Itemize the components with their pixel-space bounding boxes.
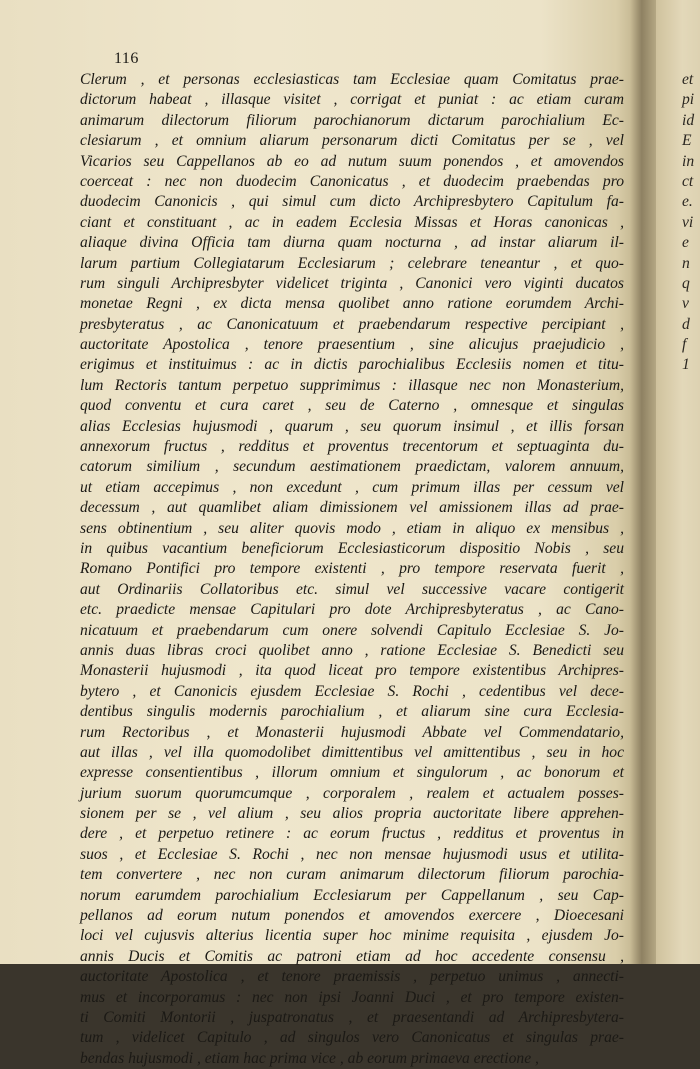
text-line: monetae Regni , ex dicta mensa quolibet anno ratione eorumdem Archi- xyxy=(80,295,624,313)
text-line: coerceat : nec non duodecim Canonicatus , et duodecim praebendas pro xyxy=(80,172,624,190)
text-line: jurium suorum quorumcumque , corporalem , realem et actualem posses- xyxy=(80,784,624,802)
text-line: presbyteratus , ac Canonicatuum et praebendarum respective percipiant , xyxy=(80,315,624,333)
adjacent-page-fragment: d xyxy=(682,315,690,333)
text-line: Monasterii hujusmodi , ita quod liceat pro tempore existentibus Archipres- xyxy=(80,662,624,680)
text-line: annis Ducis et Comitis ac patroni etiam ad hoc accedente consensu , xyxy=(80,947,624,965)
text-line: catorum similium , secundum aestimationem praedictam, valorem annuum, xyxy=(80,458,624,476)
text-line: ti Comiti Montorii , juspatronatus , et praesentandi ad Archipresbytera- xyxy=(80,1008,624,1026)
adjacent-page-fragment: q xyxy=(682,274,690,292)
text-line: Vicarios seu Cappellanos ab eo ad nutum suum ponendos , et amovendos xyxy=(80,152,624,170)
text-line: ut etiam accepimus , non excedunt , cum primum illas per cessum vel xyxy=(80,478,624,496)
text-line: rum singuli Archipresbyter videlicet triginta , Canonici vero viginti ducatos xyxy=(80,274,624,292)
adjacent-page-fragment: 1 xyxy=(682,356,690,374)
text-line: auctoritate Apostolica , et tenore praemissis , perpetuo unimus , annecti- xyxy=(80,968,624,986)
text-line: suos , et Ecclesiae S. Rochi , nec non mensae hujusmodi usus et utilita- xyxy=(80,845,624,863)
text-line: Clerum , et personas ecclesiasticas tam Ecclesiae quam Comitatus prae- xyxy=(80,71,624,88)
text-line: alias Ecclesias hujusmodi , quarum , seu quorum insimul , et illis forsan xyxy=(80,417,624,435)
text-line: auctoritate Apostolica , tenore praesentium , sine alicujus praejudicio , xyxy=(80,336,624,354)
adjacent-page-fragment: et xyxy=(682,71,694,88)
text-line: dere , et perpetuo retinere : ac eorum fructus , redditus et proventus in xyxy=(80,825,624,843)
text-line: annis duas libras croci quolibet anno , ratione Ecclesiae S. Benedicti seu xyxy=(80,641,624,659)
text-line: etc. praedicte mensae Capitulari pro dote Archipresbyteratus , ac Cano- xyxy=(80,601,624,619)
text-line: quod conventu et cura caret , seu de Caterno , omnesque et singulas xyxy=(80,397,624,415)
text-line: tum , videlicet Capitulo , ad singulos vero Canonicatus et singulas prae- xyxy=(80,1029,624,1047)
text-line: sionem per se , vel alium , seu alios propria auctoritate libere apprehen- xyxy=(80,805,624,823)
text-line: aut Ordinariis Collatoribus etc. simul vel successive vacare contigerit xyxy=(80,580,624,598)
adjacent-page-fragment: pi xyxy=(682,91,695,109)
text-line: larum partium Collegiatarum Ecclesiarum ; celebrare teneantur , et quo- xyxy=(80,254,624,272)
text-line: lum Rectoris tantum perpetuo supprimimus : illasque nec non Monasterium, xyxy=(80,376,624,394)
text-line: norum earumdem parochialium Ecclesiarum per Cappellanum , seu Cap- xyxy=(80,886,624,904)
text-line: nicatuum et praebendarum cum onere solvendi Capitulo Ecclesiae S. Jo- xyxy=(80,621,624,639)
adjacent-page-fragment: e xyxy=(682,234,689,252)
adjacent-page-fragment: id xyxy=(682,111,695,129)
adjacent-page-fragment: f xyxy=(682,336,687,354)
text-line: loci vel cujusvis alterius licentia super hoc minime requisita , ejusdem Jo- xyxy=(80,927,624,945)
text-line: in quibus vacantium beneficiorum Ecclesiasticorum dispositio Nobis , seu xyxy=(80,539,624,557)
adjacent-page-fragment: vi xyxy=(682,213,694,231)
book-gutter xyxy=(630,0,656,964)
text-line: annexorum fructus , redditus et proventus trecentorum et septuaginta du- xyxy=(80,438,624,456)
text-line: expresse consentientibus , illorum omnium et singulorum , ac bonorum et xyxy=(80,764,624,782)
adjacent-page-fragment: n xyxy=(682,254,690,272)
adjacent-page-fragment: E xyxy=(682,132,692,150)
text-line: erigimus et instituimus : ac in dictis parochialibus Ecclesiis nomen et titu- xyxy=(80,356,624,374)
adjacent-page-edge xyxy=(656,0,700,964)
text-line: sens obtinentium , seu aliter quovis modo , etiam in aliquo ex mensibus , xyxy=(80,519,624,537)
text-line: dentibus singulis modernis parochialium , et aliarum sine cura Ecclesia- xyxy=(80,703,624,721)
text-line: clesiarum , et omnium aliarum personarum dicti Comitatus per se , vel xyxy=(80,132,624,150)
adjacent-page-fragment: in xyxy=(682,152,695,170)
text-line: dictorum habeat , illasque visitet , corrigat et puniat : ac etiam curam xyxy=(80,91,624,109)
text-line: rum Rectoribus , et Monasterii hujusmodi Abbate vel Commendatario, xyxy=(80,723,624,741)
text-line: aliaque divina Officia tam diurna quam nocturna , ad instar aliarum il- xyxy=(80,234,624,252)
page-number: 116 xyxy=(114,50,139,67)
text-line: duodecim Canonicis , qui simul cum dicto Archipresbytero Capitulum fa- xyxy=(80,193,624,211)
adjacent-page-fragment: v xyxy=(682,295,689,313)
text-line: bytero , et Canonicis ejusdem Ecclesiae S. Rochi , cedentibus vel dece- xyxy=(80,682,624,700)
text-line: pellanos ad eorum nutum ponendos et amovendos exercere , Dioecesani xyxy=(80,907,624,925)
text-line: decessum , aut quamlibet aliam dimissionem vel amissionem illas ad prae- xyxy=(80,499,624,517)
text-line: tem convertere , nec non curam animarum dilectorum filiorum parochia- xyxy=(80,866,624,884)
text-line: mus et incorporamus : nec non ipsi Joanni Duci , et pro tempore existen- xyxy=(80,988,624,1006)
text-line: Romano Pontifici pro tempore existenti , pro tempore reservata fuerit , xyxy=(80,560,624,578)
text-line: aut illas , vel illa quomodolibet dimittentibus vel amittentibus , seu in hoc xyxy=(80,743,624,761)
latin-text-block xyxy=(80,70,624,1069)
adjacent-page-fragment: ct xyxy=(682,172,694,190)
text-line: animarum dilectorum filiorum parochianorum dictarum parochialium Ec- xyxy=(80,111,624,129)
text-line: ciant et constituant , ac in eadem Ecclesia Missas et Horas canonicas , xyxy=(80,213,624,231)
text-line: bendas hujusmodi , etiam hac prima vice , ab eorum primaeva erectione , xyxy=(80,1049,539,1067)
adjacent-page-fragment: e. xyxy=(682,193,693,211)
adjacent-page-fragments xyxy=(656,70,694,376)
